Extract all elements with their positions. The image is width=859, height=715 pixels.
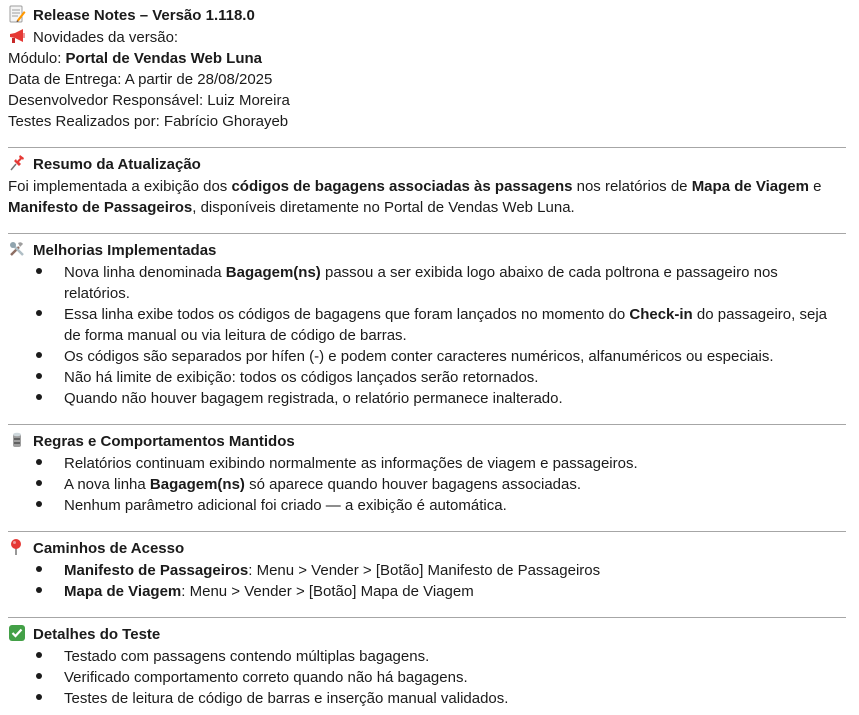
round-pin-icon <box>8 538 26 556</box>
list-item: Os códigos são separados por hífen (-) e podem conter caracteres numéricos, alfanuméricos ou especiais. <box>64 348 774 365</box>
title-text: Release Notes – Versão 1.118.0 <box>33 7 255 24</box>
tools-icon <box>8 240 26 258</box>
news-label: Novidades da versão: <box>8 27 178 48</box>
memo-icon <box>8 5 26 23</box>
list-item: Quando não houver bagagem registrada, o relatório permanece inalterado. <box>64 390 563 407</box>
list-item: Testes de leitura de código de barras e inserção manual validados. <box>64 690 509 707</box>
summary-paragraph-line-2: Manifesto de Passageiros, disponíveis diretamente no Portal de Vendas Web Luna. <box>8 199 575 216</box>
list-item: Nova linha denominada Bagagem(ns) passou a ser exibida logo abaixo de cada poltrona e passageiro nos <box>64 264 778 281</box>
bullet <box>36 566 42 572</box>
list-item: Manifesto de Passageiros: Menu > Vender > [Botão] Manifesto de Passageiros <box>64 562 601 579</box>
list-item: Nenhum parâmetro adicional foi criado — a exibição é automática. <box>64 497 507 514</box>
module-line: Módulo: Portal de Vendas Web Luna <box>8 50 262 67</box>
check-box-icon <box>8 624 26 642</box>
document-title <box>8 5 255 26</box>
megaphone-icon <box>8 27 26 45</box>
improvements-heading: Melhorias Implementadas <box>8 240 216 261</box>
summary-paragraph-line-1: Foi implementada a exibição dos códigos de bagagens associadas às passagens nos relatórios de Mapa de Viagem e <box>8 178 822 195</box>
bullet <box>36 373 42 379</box>
list-item: Verificado comportamento correto quando não há bagagens. <box>64 669 468 686</box>
bullet <box>36 652 42 658</box>
list-item: A nova linha Bagagem(ns) só aparece quando houver bagagens associadas. <box>64 476 582 493</box>
list-item: Relatórios continuam exibindo normalmente as informações de viagem e passageiros. <box>64 455 638 472</box>
bullet <box>36 587 42 593</box>
divider <box>8 233 846 234</box>
bullet <box>36 268 42 274</box>
tests-by: Testes Realizados por: Fabrício Ghorayeb <box>8 113 289 130</box>
rules-heading: Regras e Comportamentos Mantidos <box>8 431 295 452</box>
list-item: Essa linha exibe todos os códigos de bagagens que foram lançados no momento do Check-in do passageiro, seja <box>64 306 827 323</box>
bullet <box>36 310 42 316</box>
cylinder-icon <box>8 431 26 449</box>
pushpin-icon <box>8 154 26 172</box>
module-value: Portal de Vendas Web Luna <box>65 50 262 67</box>
bullet <box>36 694 42 700</box>
bullet <box>36 459 42 465</box>
bullet <box>36 394 42 400</box>
bullet <box>36 480 42 486</box>
bullet <box>36 673 42 679</box>
list-item-continuation: relatórios. <box>64 285 130 302</box>
summary-heading: Resumo da Atualização <box>8 154 201 175</box>
bullet <box>36 501 42 507</box>
list-item: Mapa de Viagem: Menu > Vender > [Botão] Mapa de Viagem <box>64 583 474 600</box>
developer: Desenvolvedor Responsável: Luiz Moreira <box>8 92 290 109</box>
divider <box>8 617 846 618</box>
divider <box>8 531 846 532</box>
divider <box>8 424 846 425</box>
paths-heading: Caminhos de Acesso <box>8 538 184 559</box>
tests-heading: Detalhes do Teste <box>8 624 160 645</box>
divider <box>8 147 846 148</box>
delivery-date: Data de Entrega: A partir de 28/08/2025 <box>8 71 273 88</box>
list-item: Testado com passagens contendo múltiplas bagagens. <box>64 648 430 665</box>
bullet <box>36 352 42 358</box>
list-item: Não há limite de exibição: todos os códigos lançados serão retornados. <box>64 369 539 386</box>
list-item-continuation: de forma manual ou via leitura de código de barras. <box>64 327 407 344</box>
